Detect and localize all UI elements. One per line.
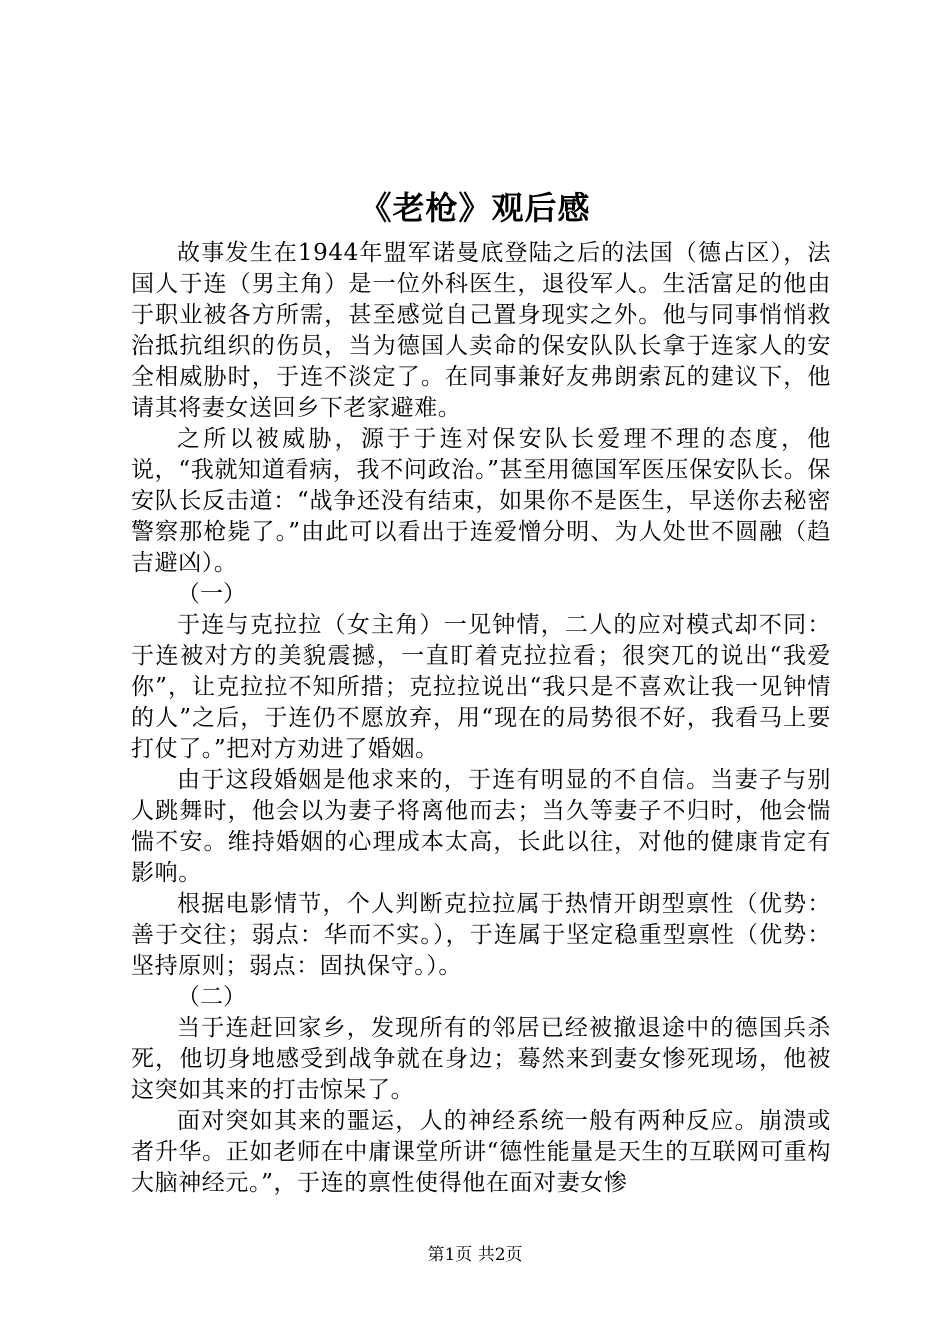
document-title: 《老枪》观后感: [359, 189, 591, 227]
paragraph-nervous-reaction: 面对突如其来的噩运，人的神经系统一般有两种反应。崩溃或者升华。正如老师在中庸课堂所讲“德性能量是天生的互联网可重构大脑神经元。”，于连的禀性使得他在面对妻女惨: [131, 1108, 831, 1196]
paragraph-return-home: 当于连赶回家乡，发现所有的邻居已经被撤退途中的德国兵杀死，他切身地感受到战争就在身边；蓦然来到妻女惨死现场，他被这突如其来的打击惊呆了。: [131, 1015, 831, 1103]
paragraph-love-at-first-sight: 于连与克拉拉（女主角）一见钟情，二人的应对模式却不同：于连被对方的美貌震撼，一直盯着克拉拉看；很突兀的说出“我爱你”，让克拉拉不知所措；克拉拉说出“我只是不喜欢让我一见钟情的人”之后，于连仍不愿放弃，用“现在的局势很不好，我看马上要打仗了。”把对方劝进了婚姻。: [131, 612, 831, 762]
page-footer: 第1页 共2页: [427, 1245, 523, 1265]
paragraph-temperament: 根据电影情节，个人判断克拉拉属于热情开朗型禀性（优势：善于交往；弱点：华而不实。），于连属于坚定稳重型禀性（优势：坚持原则；弱点：固执保守。）。: [131, 891, 831, 979]
paragraph-threat-reason: 之所以被威胁，源于于连对保安队长爱理不理的态度，他说，“我就知道看病，我不问政治。”甚至用德国军医压保安队长。保安队长反击道：“战争还没有结束，如果你不是医生，早送你去秘密警察那枪毙了。”由此可以看出于连爱憎分明、为人处世不圆融（趋吉避凶）。: [131, 426, 831, 576]
paragraph-story-setup: 故事发生在1944年盟军诺曼底登陆之后的法国（德占区），法国人于连（男主角）是一位外科医生，退役军人。生活富足的他由于职业被各方所需，甚至感觉自己置身现实之外。他与同事悄悄救治抵抗组织的伤员，当为德国人卖命的保安队队长拿于连家人的安全相威胁时，于连不淡定了。在同事兼好友弗朗索瓦的建议下，他请其将妻女送回乡下老家避难。: [131, 240, 831, 421]
section-marker-two: （二）: [177, 984, 246, 1010]
paragraph-marriage-insecurity: 由于这段婚姻是他求来的，于连有明显的不自信。当妻子与别人跳舞时，他会以为妻子将离他而去；当久等妻子不归时，他会惴惴不安。维持婚姻的心理成本太高，长此以往，对他的健康肯定有影响。: [131, 767, 831, 886]
section-marker-one: （一）: [177, 581, 246, 607]
document-body: [131, 238, 831, 1199]
